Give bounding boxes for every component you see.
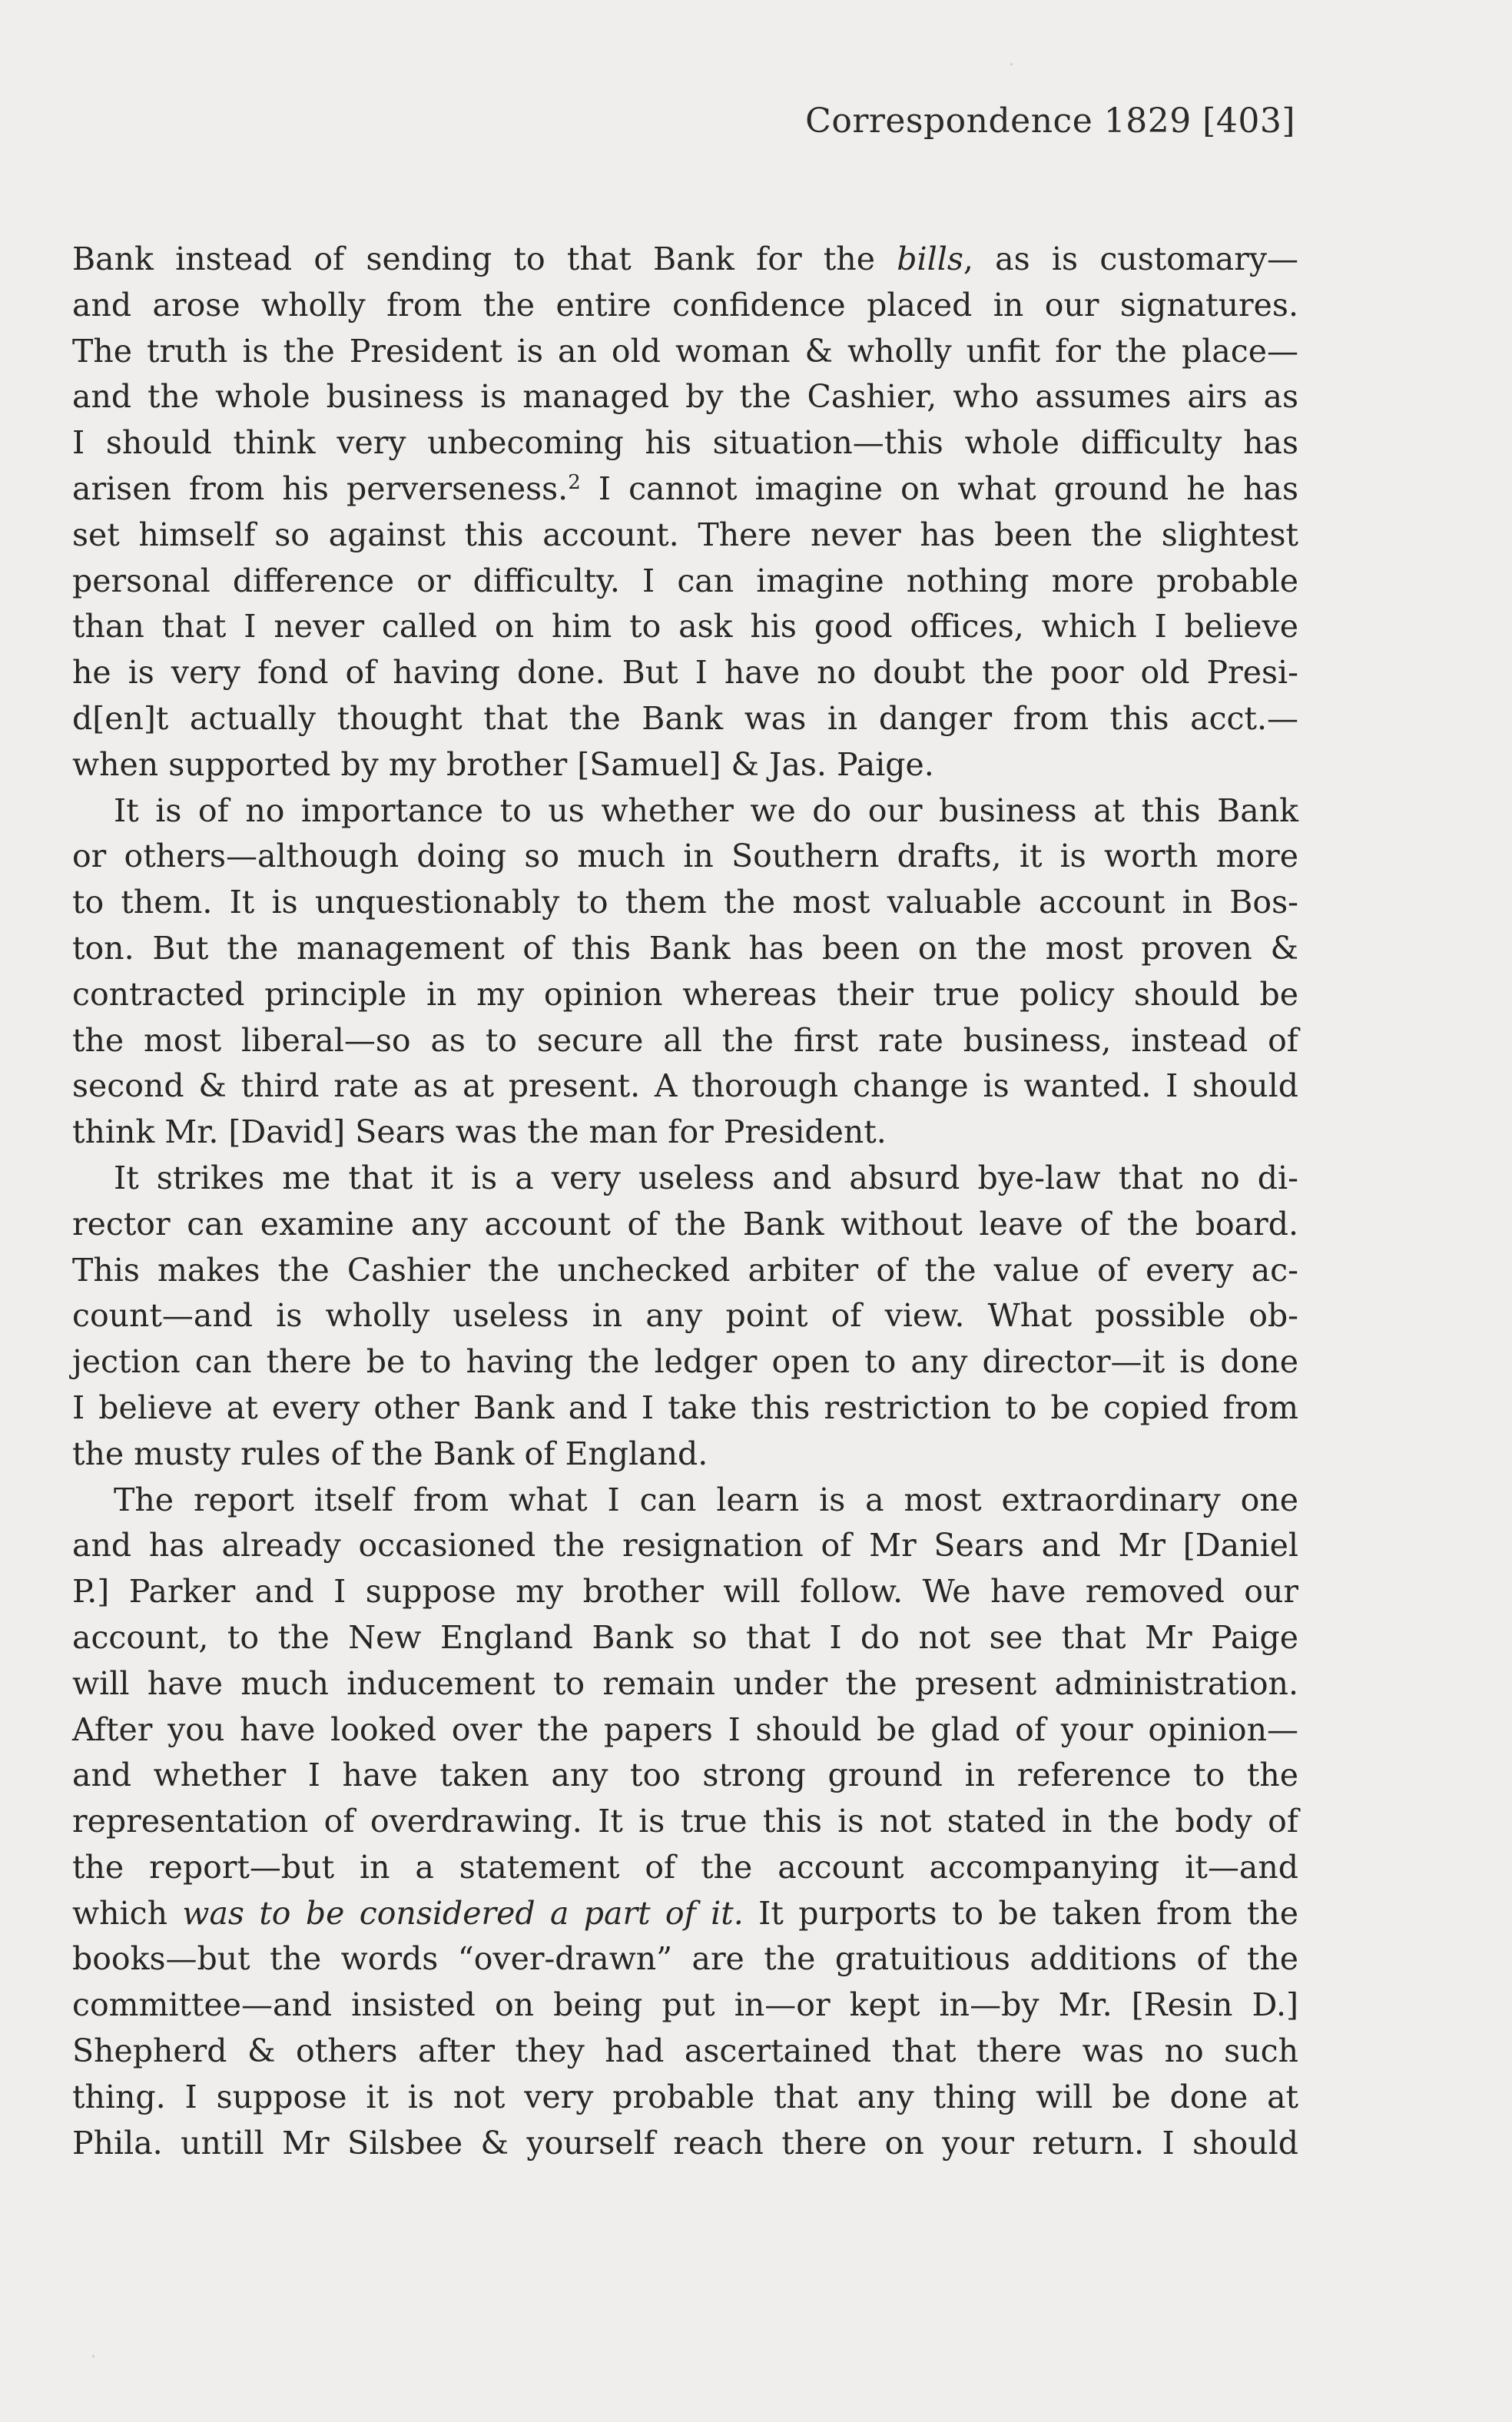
text-segment: account, to the New England Bank so that I do not see that Mr Paige — [72, 1618, 1298, 1656]
text-segment: the most liberal—so as to secure all the first rate business, instead of — [72, 1021, 1298, 1059]
text-segment: think Mr. [David] Sears was the man for President. — [72, 1113, 887, 1151]
text-line — [72, 1615, 1298, 1661]
text-segment: It is of no importance to us whether we do our business at this Bank — [114, 791, 1298, 829]
text-segment: or others—although doing so much in Southern drafts, it is worth more — [72, 838, 1298, 875]
text-line — [72, 1753, 1298, 1799]
text-line — [72, 1936, 1298, 1982]
text-line — [72, 1018, 1298, 1064]
text-segment: It purports to be taken from the — [743, 1894, 1299, 1932]
text-segment: jection can there be to having the ledger open to any director—it is done — [72, 1343, 1298, 1381]
italic-text: bills — [897, 241, 963, 277]
text-line — [72, 1661, 1298, 1707]
text-line — [72, 650, 1298, 696]
text-line — [72, 1293, 1298, 1339]
text-segment: and arose wholly from the entire confidence placed in our signatures. — [72, 286, 1298, 323]
text-segment: and has already occasioned the resignation of Mr Sears and Mr [Daniel — [72, 1527, 1298, 1564]
text-segment: representation of overdrawing. It is true this is not stated in the body of — [72, 1803, 1298, 1840]
text-segment: Phila. untill Mr Silsbee & yourself reach there on your return. I should — [72, 2124, 1298, 2162]
text-line — [72, 2029, 1298, 2075]
text-segment: Shepherd & others after they had ascertained that there was no such — [72, 2032, 1298, 2070]
text-segment: and whether I have taken any too strong ground in reference to the — [72, 1757, 1298, 1794]
body-text — [72, 237, 1298, 2166]
text-line — [72, 559, 1298, 605]
text-segment: count—and is wholly useless in any point of view. What possible ob- — [72, 1297, 1298, 1335]
text-line — [72, 237, 1298, 283]
running-head: Correspondence 1829 [403] — [805, 101, 1295, 141]
text-line — [72, 420, 1298, 466]
text-line — [72, 2121, 1298, 2167]
text-segment: to them. It is unquestionably to them the most valuable account in Bos- — [72, 884, 1298, 921]
text-segment: I believe at every other Bank and I take this restriction to be copied from — [72, 1389, 1298, 1426]
text-segment: which — [72, 1894, 183, 1932]
text-line — [72, 466, 1298, 513]
text-line — [72, 1523, 1298, 1569]
text-segment: second & third rate as at present. A thorough change is wanted. I should — [72, 1067, 1298, 1105]
text-segment: , as is customary— — [963, 241, 1298, 277]
text-segment: committee—and insisted on being put in—or kept in—by Mr. [Resin D.] — [72, 1986, 1298, 2024]
text-segment: contracted principle in my opinion whereas their true policy should be — [72, 975, 1298, 1013]
text-line — [72, 1110, 1298, 1156]
text-segment: and the whole business is managed by the Cashier, who assumes airs as — [72, 378, 1298, 416]
paper-speck — [1010, 63, 1013, 65]
text-line — [72, 604, 1298, 650]
text-segment: The truth is the President is an old woman & wholly unfit for the place— — [72, 332, 1298, 370]
text-line — [72, 742, 1298, 788]
text-line — [72, 1799, 1298, 1845]
text-segment: I cannot imagine on what ground he has — [580, 469, 1298, 507]
text-line — [72, 2075, 1298, 2121]
text-line — [72, 788, 1298, 834]
text-segment: d[en]t actually thought that the Bank was in danger from this acct.— — [72, 699, 1298, 737]
text-line — [72, 926, 1298, 972]
text-line — [72, 1982, 1298, 2029]
text-line — [72, 1202, 1298, 1248]
text-line — [72, 1156, 1298, 1202]
text-line — [72, 283, 1298, 329]
text-segment: the report—but in a statement of the account accompanying it—and — [72, 1848, 1298, 1886]
text-segment: This makes the Cashier the unchecked arbiter of the value of every ac- — [72, 1251, 1298, 1289]
text-line — [72, 329, 1298, 375]
text-line — [72, 513, 1298, 559]
text-segment: thing. I suppose it is not very probable that any thing will be done at — [72, 2078, 1298, 2115]
text-line — [72, 696, 1298, 742]
paper-speck — [92, 2355, 94, 2357]
text-line — [72, 1063, 1298, 1110]
text-line — [72, 880, 1298, 926]
text-line — [72, 1339, 1298, 1385]
text-segment: It strikes me that it is a very useless and absurd bye-law that no di- — [114, 1159, 1298, 1196]
text-segment: he is very fond of having done. But I have no doubt the poor old Presi- — [72, 654, 1298, 692]
text-segment: than that I never called on him to ask his good offices, which I believe — [72, 608, 1298, 645]
text-segment: I should think very unbecoming his situation—this whole difficulty has — [72, 424, 1298, 462]
text-line — [72, 374, 1298, 420]
text-segment: books—but the words “over-drawn” are the gratuitious additions of the — [72, 1940, 1298, 1978]
text-segment: rector can examine any account of the Bank without leave of the board. — [72, 1205, 1298, 1243]
text-segment: arisen from his perverseness. — [72, 469, 569, 507]
text-segment: set himself so against this account. There never has been the slightest — [72, 516, 1298, 553]
text-segment: Bank instead of sending to that Bank for the — [72, 241, 897, 277]
footnote-marker: 2 — [568, 470, 581, 494]
text-segment: ton. But the management of this Bank has been on the most proven & — [72, 929, 1298, 967]
text-segment: the musty rules of the Bank of England. — [72, 1435, 708, 1472]
text-line — [72, 1845, 1298, 1891]
text-line — [72, 1248, 1298, 1294]
text-segment: The report itself from what I can learn is a most extraordinary one — [114, 1481, 1298, 1518]
text-line — [72, 1891, 1298, 1937]
text-segment: will have much inducement to remain under the present administration. — [72, 1664, 1298, 1702]
text-line — [72, 1385, 1298, 1432]
text-segment: After you have looked over the papers I should be glad of your opinion— — [72, 1710, 1298, 1748]
text-line — [72, 834, 1298, 880]
text-line — [72, 1478, 1298, 1524]
text-segment: P.] Parker and I suppose my brother will follow. We have removed our — [72, 1573, 1298, 1611]
text-segment: when supported by my brother [Samuel] & Jas. Paige. — [72, 745, 934, 783]
text-line — [72, 1707, 1298, 1753]
text-line — [72, 1432, 1298, 1478]
text-line — [72, 1569, 1298, 1615]
italic-text: was to be considered a part of it. — [182, 1894, 744, 1932]
text-segment: personal difference or difficulty. I can imagine nothing more probable — [72, 562, 1298, 599]
text-line — [72, 972, 1298, 1018]
